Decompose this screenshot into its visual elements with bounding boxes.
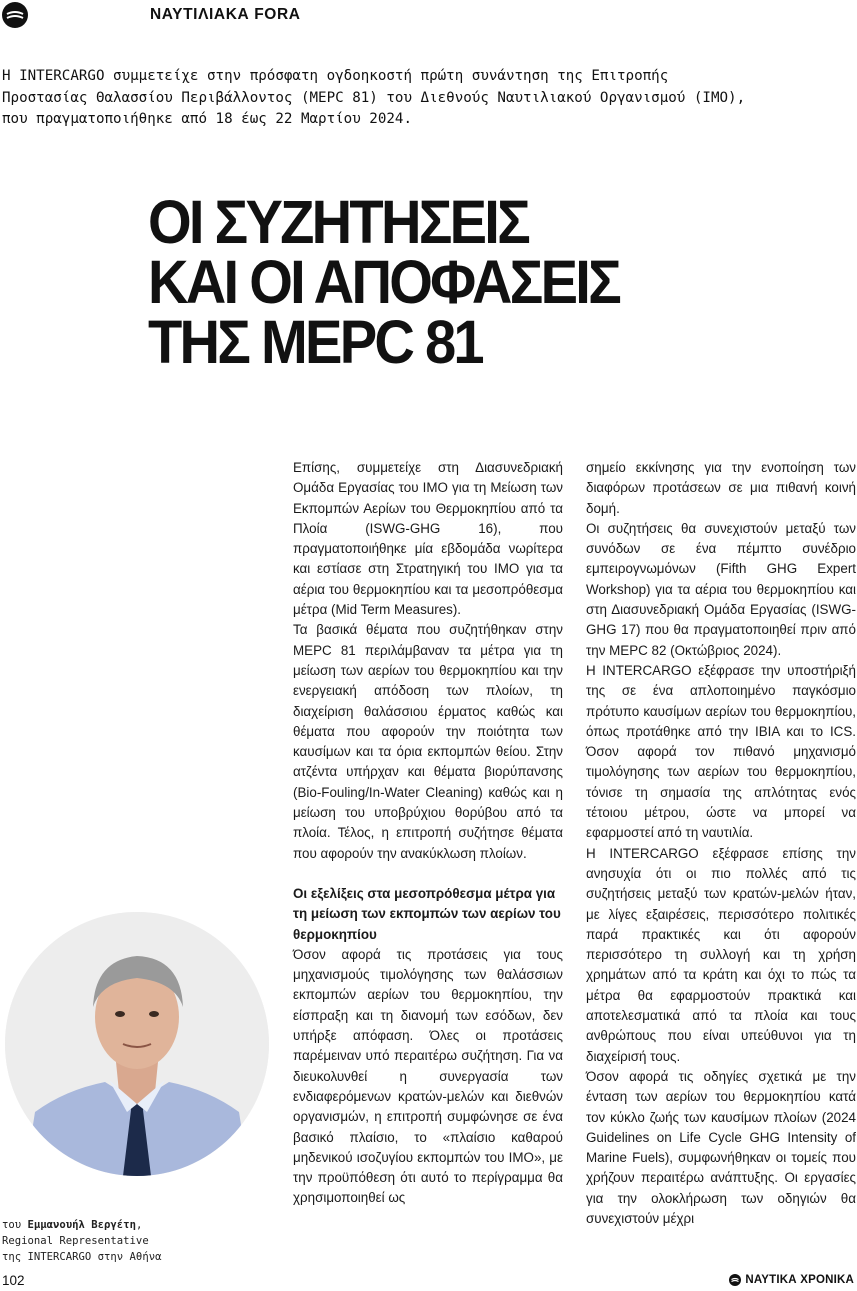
body-paragraph: Η INTERCARGO εξέφρασε επίσης την ανησυχία ότι οι πιο πολλές από τις συζητήσεις μεταξύ των κρατών-μελών ήταν, με λίγες εξαιρέσεις, περισσότερο πολιτικές παρά πρακτικές και ότι αφορούν περισσότερο τη συλλογή και τη χρήση χρημάτων από τα κράτη και όχι το πώς τα μέτρα θα εφαρμοστούν πρακτικά και αποτελεσματικά από τα πλοία και τους ανθρώπους που είναι υπεύθυνοι για τη διαχείρισή τους. [586, 845, 856, 1064]
article-headline [148, 188, 792, 376]
article-column-2 [586, 458, 856, 1229]
intro-line: Η INTERCARGO συμμετείχε στην πρόσφατη ογδοηκοστή πρώτη συνάντηση της Επιτροπής [2, 68, 669, 84]
intro-paragraph [2, 66, 857, 131]
article-column-1 [293, 458, 563, 1209]
photo-caption [2, 1217, 272, 1265]
headline-line: ΟΙ ΣΥΖΗΤΗΣΕΙΣ [148, 188, 529, 256]
body-paragraph: σημείο εκκίνησης για την ενοποίηση των διαφόρων προτάσεων σε μια πιθανή κοινή δομή. [586, 460, 856, 516]
caption-line: της INTERCARGO στην Αθήνα [2, 1251, 162, 1263]
brand-name: ΝΑΥΤΙΚΑ ΧΡΟΝΙΚΑ [745, 1274, 854, 1286]
section-title: ΝΑΥΤΙΛΙΑΚΑ FORA [150, 6, 301, 23]
brand-logo-icon [729, 1274, 741, 1286]
caption-suffix: , [135, 1219, 143, 1231]
publication-logo-icon [2, 2, 28, 28]
headline-line: ΤΗΣ MEPC 81 [148, 308, 482, 376]
footer-brand [729, 1274, 854, 1286]
intro-line: που πραγματοποιήθηκε από 18 έως 22 Μαρτίου 2024. [2, 111, 412, 127]
body-paragraph: Οι συζητήσεις θα συνεχιστούν μεταξύ των συνόδων σε ένα πέμπτο συνέδριο εμπειρογνωμόνων (Fifth GHG Expert Workshop) για τα αέρια του θερμοκηπίου και στη Διασυνεδριακή Ομάδα Εργασίας (ISWG-GHG 17) που θα πραγματοποιηθεί πριν από την MEPC 82 (Οκτώβριος 2024). [586, 520, 856, 658]
caption-name: Εμμανουήλ Βεργέτη [27, 1219, 136, 1231]
body-paragraph: Επίσης, συμμετείχε στη Διασυνεδριακή Ομάδα Εργασίας του IMO για τη Μείωση των Εκπομπών Αερίων του Θερμοκηπίου από τα Πλοία (ISWG-GHG 16), που πραγματοποιήθηκε μία εβδομάδα νωρίτερα και εστίασε στη Στρατηγική του IMO για τα αέρια του θερμοκηπίου και τα μεσοπρόθεσμα μέτρα (Mid Term Measures). [293, 460, 563, 618]
body-paragraph: Όσον αφορά τις οδηγίες σχετικά με την ένταση των αερίων του θερμοκηπίου κατά τον κύκλο ζωής των καυσίμων πλοίων (2024 Guidelines on Life Cycle GHG Intensity of Marine Fuels), συμφωνήθηκαν οι τομείς που χρήζουν περαιτέρω ανάπτυξης. Οι εργασίες για την ολοκλήρωση των οδηγιών θα συνεχιστούν μέχρι [586, 1068, 856, 1226]
caption-prefix: του [2, 1219, 28, 1231]
headline-line: ΚΑΙ ΟΙ ΑΠΟΦΑΣΕΙΣ [148, 248, 620, 316]
page-number: 102 [2, 1273, 25, 1288]
body-paragraph: Όσον αφορά τις προτάσεις για τους μηχανισμούς τιμολόγησης των θαλάσσιων εκπομπών αερίων του θερμοκηπίου, την είσπραξη και τη διανομή των εσόδων, δεν υπήρξε απόφαση. Όλες οι προτάσεις παρέμειναν υπό περαιτέρω συζήτηση. Για να διευκολυνθεί η συνεργασία των ενδιαφερόμενων κρατών-μελών και διεθνών οργανισμών, η επιτροπή συμφώνησε σε ένα βασικό πλαίσιο, το «πλαίσιο καθαρού μηδενικού ισοζυγίου εκπομπών του IMO», με την προϋπόθεση ότι αυτό το περίγραμμα θα χρησιμοποιηθεί ως [293, 946, 563, 1206]
subheading: Οι εξελίξεις στα μεσοπρόθεσμα μέτρα για τη μείωση των εκπομπών των αερίων του θερμοκηπίου [293, 885, 561, 942]
body-paragraph: Η INTERCARGO εξέφρασε την υποστήριξή της σε ένα απλοποιημένο παγκόσμιο πρότυπο καυσίμων αερίων του θερμοκηπίου, όπως προτάθηκε από την IBIA και το ICS. Όσον αφορά τον πιθανό μηχανισμό τιμολόγησης των αερίων του θερμοκηπίου, τόνισε τη σημασία της απλότητας ενός τέτοιου μέτρου, ώστε να μπορεί να εφαρμοστεί από τη ναυτιλία. [586, 662, 856, 841]
body-paragraph: Τα βασικά θέματα που συζητήθηκαν στην MEPC 81 περιλάμβαναν τα μέτρα για τη μείωση των αερίων του θερμοκηπίου και την ενεργειακή απόδοση των πλοίων, τη διαχείριση θαλάσσιου έρματος καθώς και θέματα που αφορούν την ποιότητα των καυσίμων και τα όρια εκπομπών θείου. Στην ατζέντα υπήρχαν και θέματα βιορύπανσης (Bio-Fouling/In-Water Cleaning) καθώς και η μείωση του υποβρύχιου θορύβου από τα πλοία. Τέλος, η επιτροπή συζήτησε θέματα που αφορούν την ανακύκλωση πλοίων. [293, 622, 563, 861]
intro-line: Προστασίας Θαλασσίου Περιβάλλοντος (MEPC 81) του Διεθνούς Ναυτιλιακού Οργανισμού (IMO), [2, 89, 746, 106]
caption-line: Regional Representative [2, 1235, 149, 1247]
portrait-photo [5, 912, 269, 1176]
